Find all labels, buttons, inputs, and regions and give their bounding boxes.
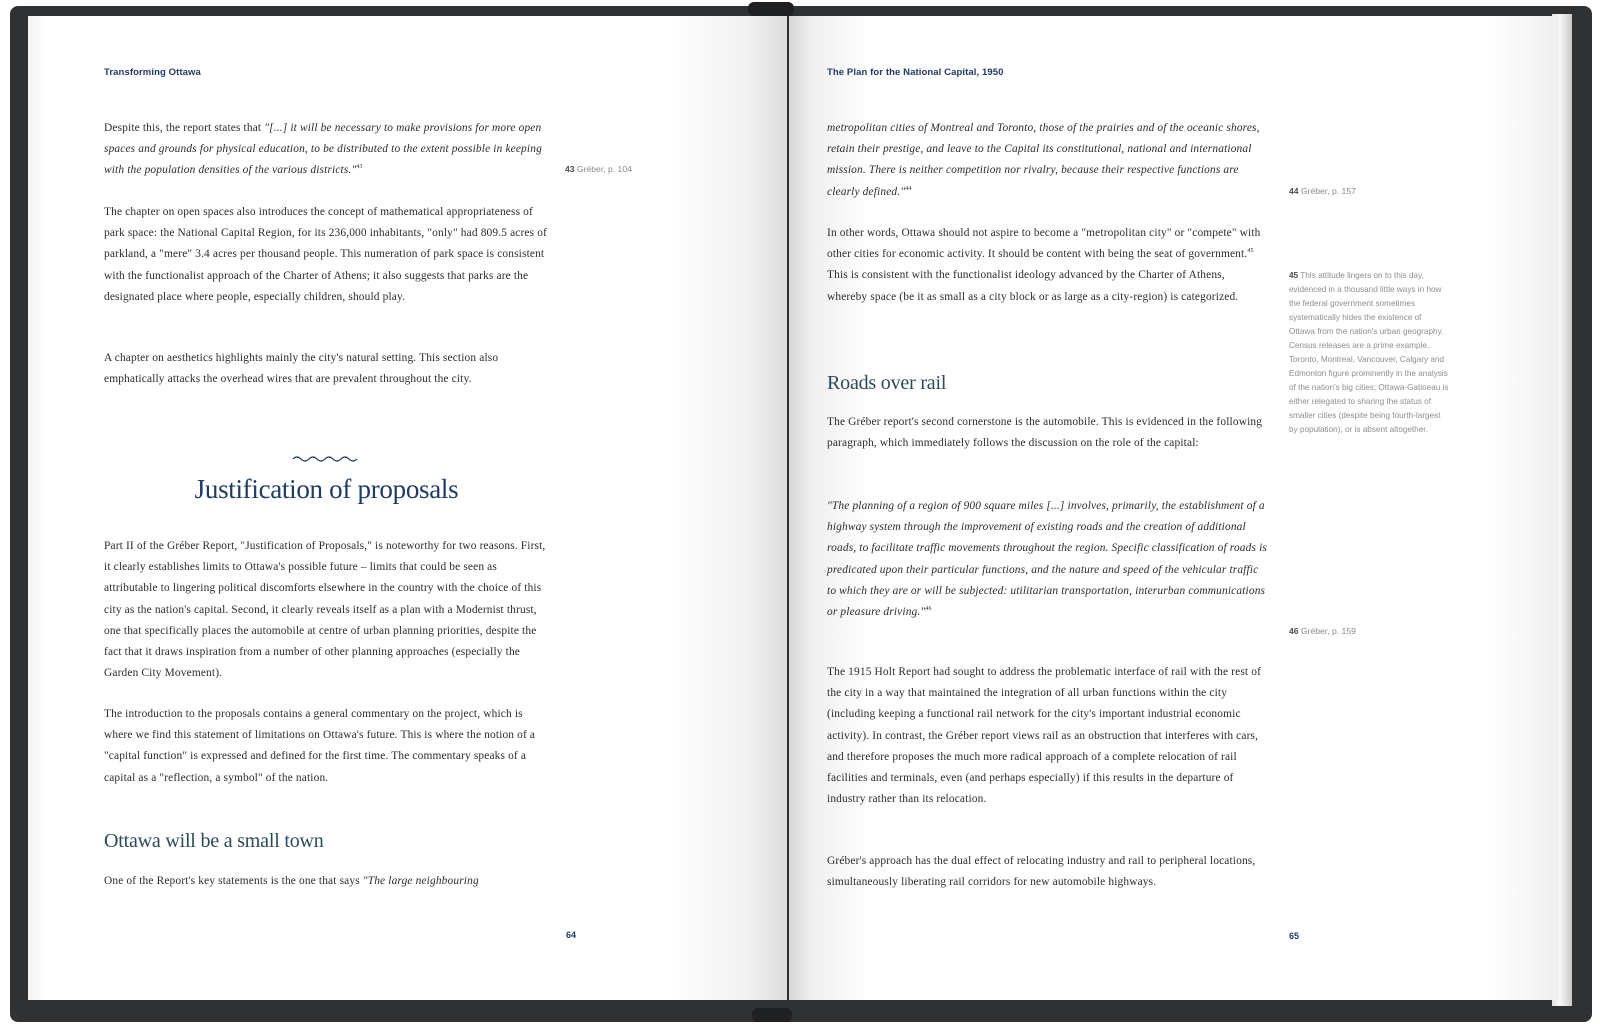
section-title: Roads over rail [827,372,947,394]
running-head: Transforming Ottawa [104,67,201,78]
left-page [28,16,787,1000]
note-text: This attitude lingers on to this day, evidenced in a thousand little ways in how the federal government sometimes systematically hides the existence of Ottawa from the nation's urban geography. Census releases are a prime example. Toronto, Montreal, Vancouver, Calgary and Edmonton figure prominently in the analysis of the nation's big cities; Ottawa-Gatineau is either relegated to sharing the status of smaller cities (despite being fourth-largest by population), or is absent altogether. [1289,271,1449,434]
paragraph [827,412,1267,454]
note-text: Gréber, p. 104 [574,164,632,174]
paragraph [104,118,549,182]
paragraph [104,348,552,390]
text: This is consistent with the functionalist ideology advanced by the Charter of Athens, whereby space (be it as small as a city block or as large as a city-region) is categorized. [827,269,1239,303]
note-number: 45 [1289,271,1299,280]
paragraph [827,851,1271,893]
footnote-ref: 45 [1247,248,1254,255]
quote-block [827,118,1267,203]
paragraph-text: A chapter on aesthetics highlights mainly the city's natural setting. This section also emphatically attacks the overhead wires that are prevalent throughout the city. [104,352,499,386]
paragraph [104,536,549,684]
running-head: The Plan for the National Capital, 1950 [827,67,1004,78]
quote-block [827,496,1267,623]
quote: "[...] it will be necessary to make provisions for more open spaces and grounds for physical education, to be distributed to the extent possible in keeping with the population densities of the various districts." [104,122,542,177]
page-number: 65 [1289,931,1300,941]
paragraph [104,704,549,789]
note-number: 43 [565,164,575,174]
sidenote-45 [1289,269,1449,437]
quote: "The planning of a region of 900 square miles [...] involves, primarily, the establishment of a highway system through the improvement of existing roads and the creation of additional roads, to facilitate traffic movements throughout the region. Specific classification of roads is predicated upon their particular functions, and the nature and speed of the vehicular traffic to which they are or will be subjected: utilitarian transportation, interurban communications or pleasure driving." [827,500,1267,619]
section-title: Ottawa will be a small town [104,830,324,852]
paragraph-text: Part II of the Gréber Report, "Justification of Proposals," is noteworthy for two reasons. First, it clearly establishes limits to Ottawa's possible future – limits that could be seen as attributable to lingering political discomforts elsewhere in the country with the choice of this city as the nation's capital. Second, it clearly reveals itself as a plan with a Modernist thrust, one that specifically places the automobile at centre of urban planning priorities, despite the fact that it draws inspiration from a number of other planning approaches (especially the Garden City Movement). [104,540,546,680]
page-number: 64 [566,930,577,940]
sidenote-44 [1289,186,1356,196]
quote: "The large neighbouring [362,875,479,887]
footnote-ref: 46 [925,606,932,613]
paragraph-text: The 1915 Holt Report had sought to address the problematic interface of rail with the rest of the city in a way that maintained the integration of all urban functions within the city (including keeping a functional rail network for the city's important industrial economic activity). In contrast, the Gréber report views rail as an obstruction that interferes with cars, and therefore proposes the much more radical approach of a complete relocation of rail facilities and terminals, even (and perhaps especially) if this results in the departure of industry rather than its relocation. [827,666,1262,806]
spine-top [748,2,794,16]
footnote-ref: 44 [905,185,912,192]
text: One of the Report's key statements is the one that says [104,875,363,887]
text: In other words, Ottawa should not aspire to become a "metropolitan city" or "compete" with other cities for economic activity. It should be content with being the seat of government. [827,227,1261,261]
chapter-title: Justification of proposals [194,474,459,504]
paragraph [827,662,1271,810]
note-text: Gréber, p. 159 [1298,626,1356,636]
paragraph [104,202,549,308]
paragraph-text: Gréber's approach has the dual effect of relocating industry and rail to peripheral locations, simultaneously liberating rail corridors for new automobile highways. [827,855,1256,889]
paragraph-text: The Gréber report's second cornerstone is the automobile. This is evidenced in the following paragraph, which immediately follows the discussion on the role of the capital: [827,416,1263,450]
note-number: 46 [1289,626,1299,636]
paragraph [104,871,549,892]
text: Despite this, the report states that [104,122,265,134]
spine-bottom [752,1008,792,1022]
paragraph-text: The chapter on open spaces also introduces the concept of mathematical appropriateness of park space: the National Capital Region, for its 236,000 inhabitants, "only" had 809.5 acres of parkland, a "mere" 3.4 acres per thousand people. This numeration of park space is consistent with the functionalist approach of the Charter of Athens; it also suggests that parks are the designated place where people, especially children, should play. [104,206,548,303]
paragraph [827,223,1267,308]
wave-ornament [292,454,358,464]
sidenote-46 [1289,626,1356,636]
note-number: 44 [1289,186,1299,196]
note-text: Gréber, p. 157 [1298,186,1356,196]
paragraph-text: The introduction to the proposals contains a general commentary on the project, which is where we find this statement of limitations on Ottawa's future. This is where the notion of a "capital function" is expressed and defined for the first time. The commentary speaks of a capital as a "reflection, a symbol" of the nation. [104,708,536,784]
quote: metropolitan cities of Montreal and Toronto, those of the prairies and of the oceanic shores, retain their prestige, and leave to the Capital its constitutional, national and international mission. There is neither competition nor rivalry, because their respective functions are clearly defined." [827,122,1260,198]
sidenote-43 [565,164,632,174]
footnote-ref: 43 [356,164,363,171]
right-page [789,16,1559,1000]
